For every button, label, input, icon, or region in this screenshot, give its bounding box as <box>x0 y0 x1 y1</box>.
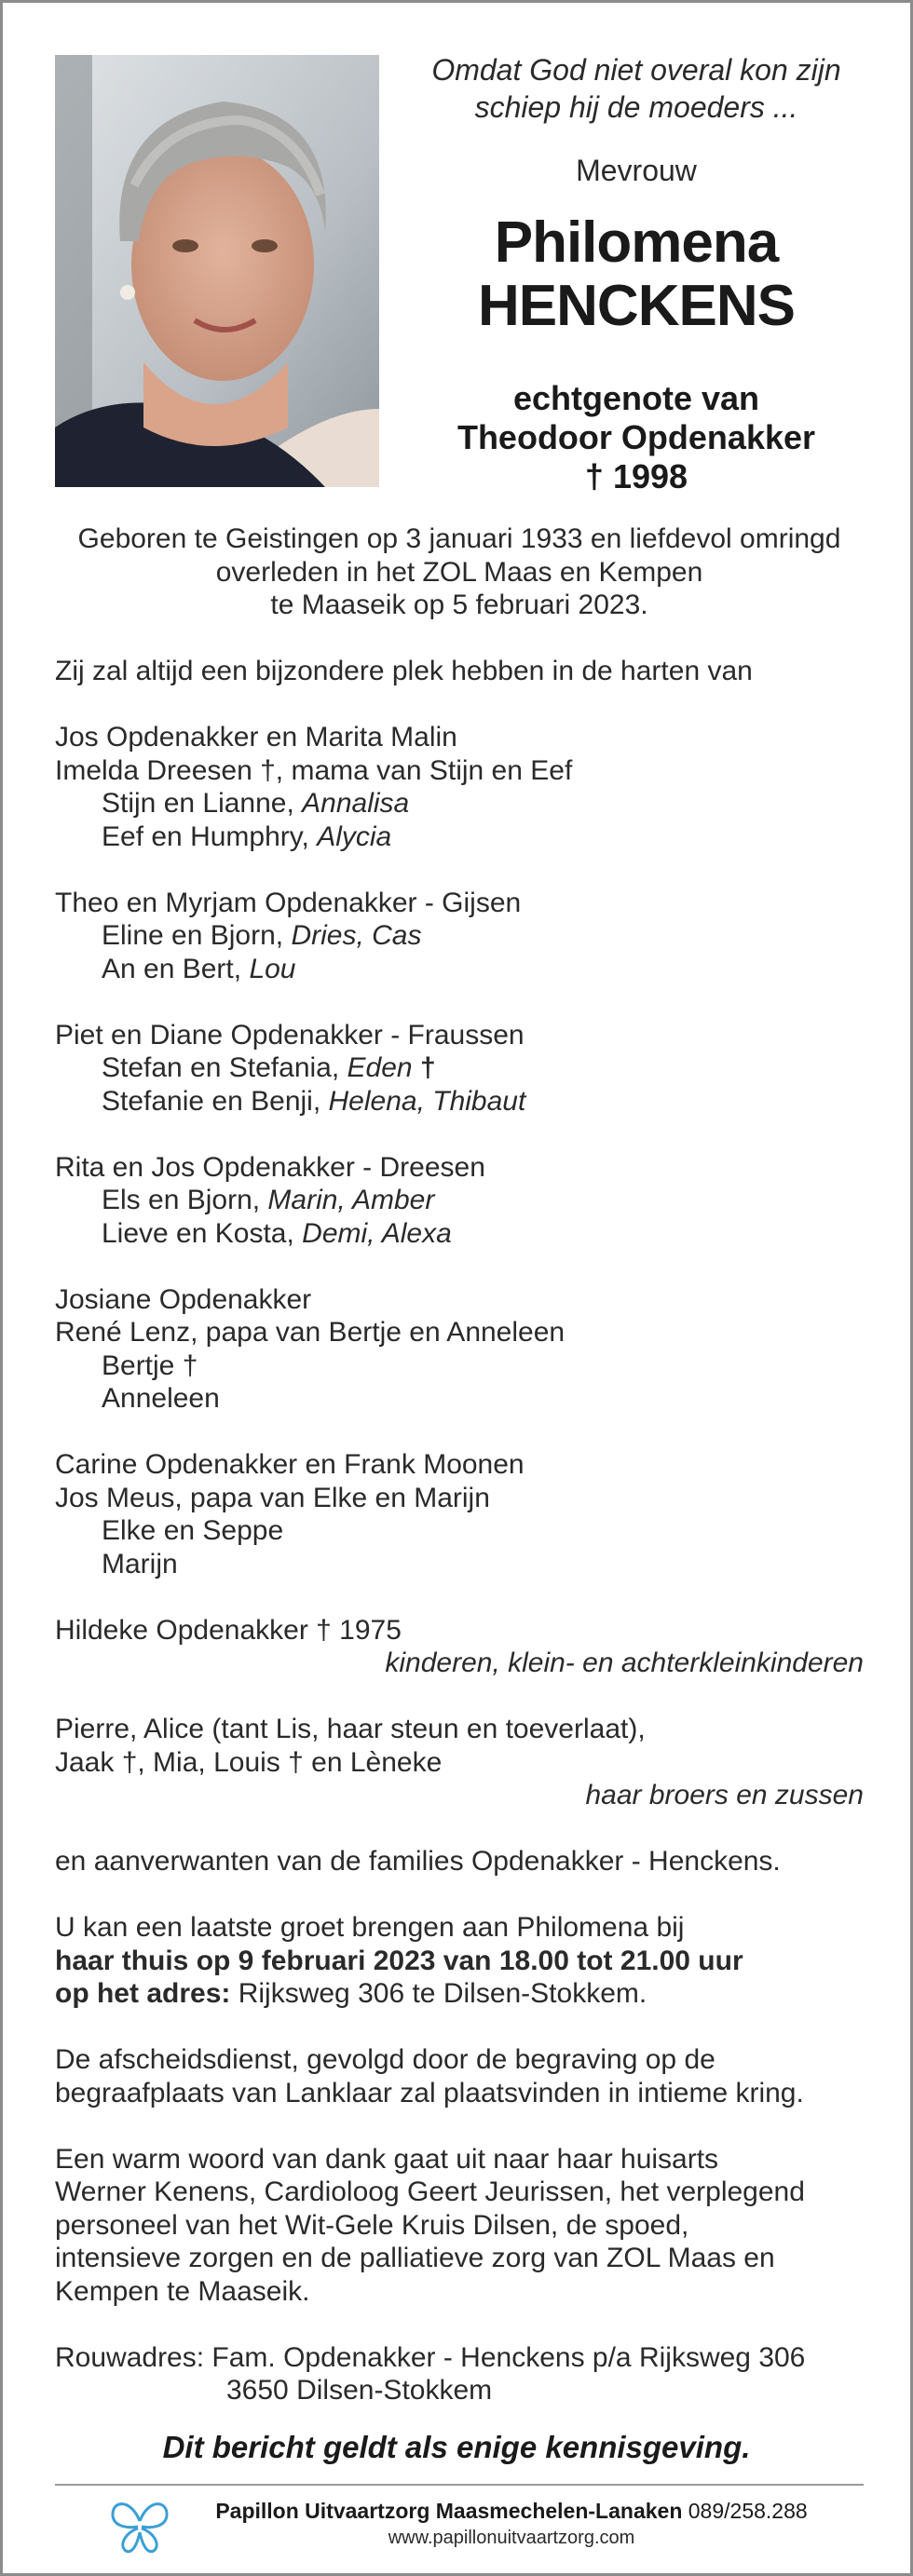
spouse-death <box>394 457 879 496</box>
address-line: Rouwadres: Fam. Opdenakker - Henckens p/a Rijksweg 306 <box>55 2341 806 2373</box>
family-group <box>55 887 864 986</box>
address-line: 3650 Dilsen-Stokkem <box>226 2375 493 2406</box>
family-line: Stijn en Lianne, Annalisa <box>102 788 410 819</box>
family-group <box>55 1283 864 1416</box>
family-group <box>55 721 864 853</box>
visit-info <box>55 1911 864 2011</box>
visit-address: op het adres: Rijksweg 306 te Dilsen-Stokkem. <box>55 1978 647 2009</box>
family-group <box>55 1019 864 1119</box>
thanks-line: Werner Kenens, Cardioloog Geert Jeurissen, het verplegend <box>55 2176 805 2207</box>
portrait-image <box>55 55 379 487</box>
service-line: De afscheidsdienst, gevolgd door de begraving op de <box>55 2044 715 2075</box>
family-line: Jaak †, Mia, Louis † en Lèneke <box>55 1746 443 1778</box>
thanks-line: intensieve zorgen en de palliatieve zorg van ZOL Maas en <box>55 2243 775 2273</box>
family-line: Jos Meus, papa van Elke en Marijn <box>55 1482 490 1513</box>
honorific: Mevrouw <box>576 154 697 187</box>
cross-icon: † <box>584 457 604 495</box>
birth-death-info <box>55 522 864 622</box>
family-line: Elke en Seppe <box>102 1515 284 1546</box>
quote-line: Omdat God niet overal kon zijn <box>431 53 841 87</box>
family-line: Marijn <box>102 1548 178 1579</box>
family-line: Jos Opdenakker en Marita Malin <box>55 722 457 752</box>
spouse-death-year: 1998 <box>612 457 688 495</box>
family-line: Lieve en Kosta, Demi, Alexa <box>102 1217 452 1249</box>
company-phone: 089/258.288 <box>688 2499 808 2523</box>
family-line: Anneleen <box>102 1383 220 1414</box>
footer-divider <box>55 2484 864 2486</box>
family-line: Bertje † <box>102 1349 198 1381</box>
deceased-first-name: Philomena <box>494 210 779 275</box>
family-line: René Lenz, papa van Bertje en Anneleen <box>55 1317 566 1348</box>
family-group <box>55 1448 864 1580</box>
family-line: Eline en Bjorn, Dries, Cas <box>102 920 422 951</box>
family-line: Stefan en Stefania, Eden † <box>102 1052 436 1083</box>
body-text <box>55 522 864 2407</box>
mourning-address <box>55 2341 864 2407</box>
quote-line: schiep hij de moeders ... <box>474 90 798 124</box>
intro-line: overleden in het ZOL Maas en Kempen <box>215 556 703 588</box>
family-line: Hildeke Opdenakker † 1975 <box>55 1614 402 1646</box>
family-intro: Zij zal altijd een bijzondere plek hebben in de harten van <box>55 656 753 686</box>
visit-time: haar thuis op 9 februari 2023 van 18.00 tot 21.00 uur <box>55 1945 743 1976</box>
closing-notice: Dit bericht geldt als enige kennisgeving. <box>162 2430 751 2464</box>
quote <box>394 51 879 126</box>
family-group <box>55 1151 864 1251</box>
spouse-info <box>394 379 879 496</box>
family-group <box>55 1614 864 1680</box>
family-line: Rita en Jos Opdenakker - Dreesen <box>55 1151 485 1183</box>
family-line: Stefanie en Benji, Helena, Thibaut <box>102 1085 526 1117</box>
service-info <box>55 2043 864 2109</box>
intro-line: Geboren te Geistingen op 3 januari 1933 en liefdevol omringd <box>77 523 841 554</box>
family-line: Carine Opdenakker en Frank Moonen <box>55 1449 525 1480</box>
family-line: An en Bert, Lou <box>102 953 296 984</box>
thanks-line: Kempen te Maaseik. <box>55 2275 310 2307</box>
visit-line: U kan een laatste groet brengen aan Philomena bij <box>55 1912 685 1943</box>
butterfly-icon <box>107 2493 172 2558</box>
footer <box>185 2497 838 2551</box>
company-name: Papillon Uitvaartzorg Maasmechelen-Lanaken <box>215 2499 683 2523</box>
header-block <box>394 51 879 496</box>
thanks-info <box>55 2143 864 2309</box>
family-signature: haar broers en zussen <box>585 1780 864 1810</box>
footer-company-line <box>185 2497 838 2525</box>
family-line: Pierre, Alice (tant Lis, haar steun en toeverlaat), <box>55 1714 646 1744</box>
family-line: Josiane Opdenakker <box>55 1283 312 1315</box>
family-line: Piet en Diane Opdenakker - Fraussen <box>55 1019 525 1051</box>
family-line: Theo en Myrjam Opdenakker - Gijsen <box>55 887 522 918</box>
spouse-name: Theodoor Opdenakker <box>456 418 816 456</box>
cross-icon: † <box>419 1052 436 1083</box>
service-line: begraafplaats van Lanklaar zal plaatsvinden in intieme kring. <box>55 2077 804 2108</box>
family-line: Imelda Dreesen †, mama van Stijn en Eef <box>55 754 573 786</box>
intro-line: te Maaseik op 5 februari 2023. <box>270 590 648 620</box>
spouse-label: echtgenote van <box>512 379 760 417</box>
family-line: Els en Bjorn, Marin, Amber <box>102 1185 435 1215</box>
family-line: Eef en Humphry, Alycia <box>102 820 392 852</box>
thanks-line: Een warm woord van dank gaat uit naar haar huisarts <box>55 2143 719 2175</box>
thanks-line: personeel van het Wit-Gele Kruis Dilsen, de spoed, <box>55 2209 689 2241</box>
family-signature: kinderen, klein- en achterkleinkinderen <box>385 1647 864 1678</box>
relatives-line: en aanverwanten van de families Opdenakker - Henckens. <box>55 1846 781 1877</box>
deceased-last-name: HENCKENS <box>478 274 795 338</box>
portrait-photo <box>55 55 379 487</box>
company-website: www.papillonuitvaartzorg.com <box>388 2528 635 2548</box>
siblings-group <box>55 1713 864 1812</box>
